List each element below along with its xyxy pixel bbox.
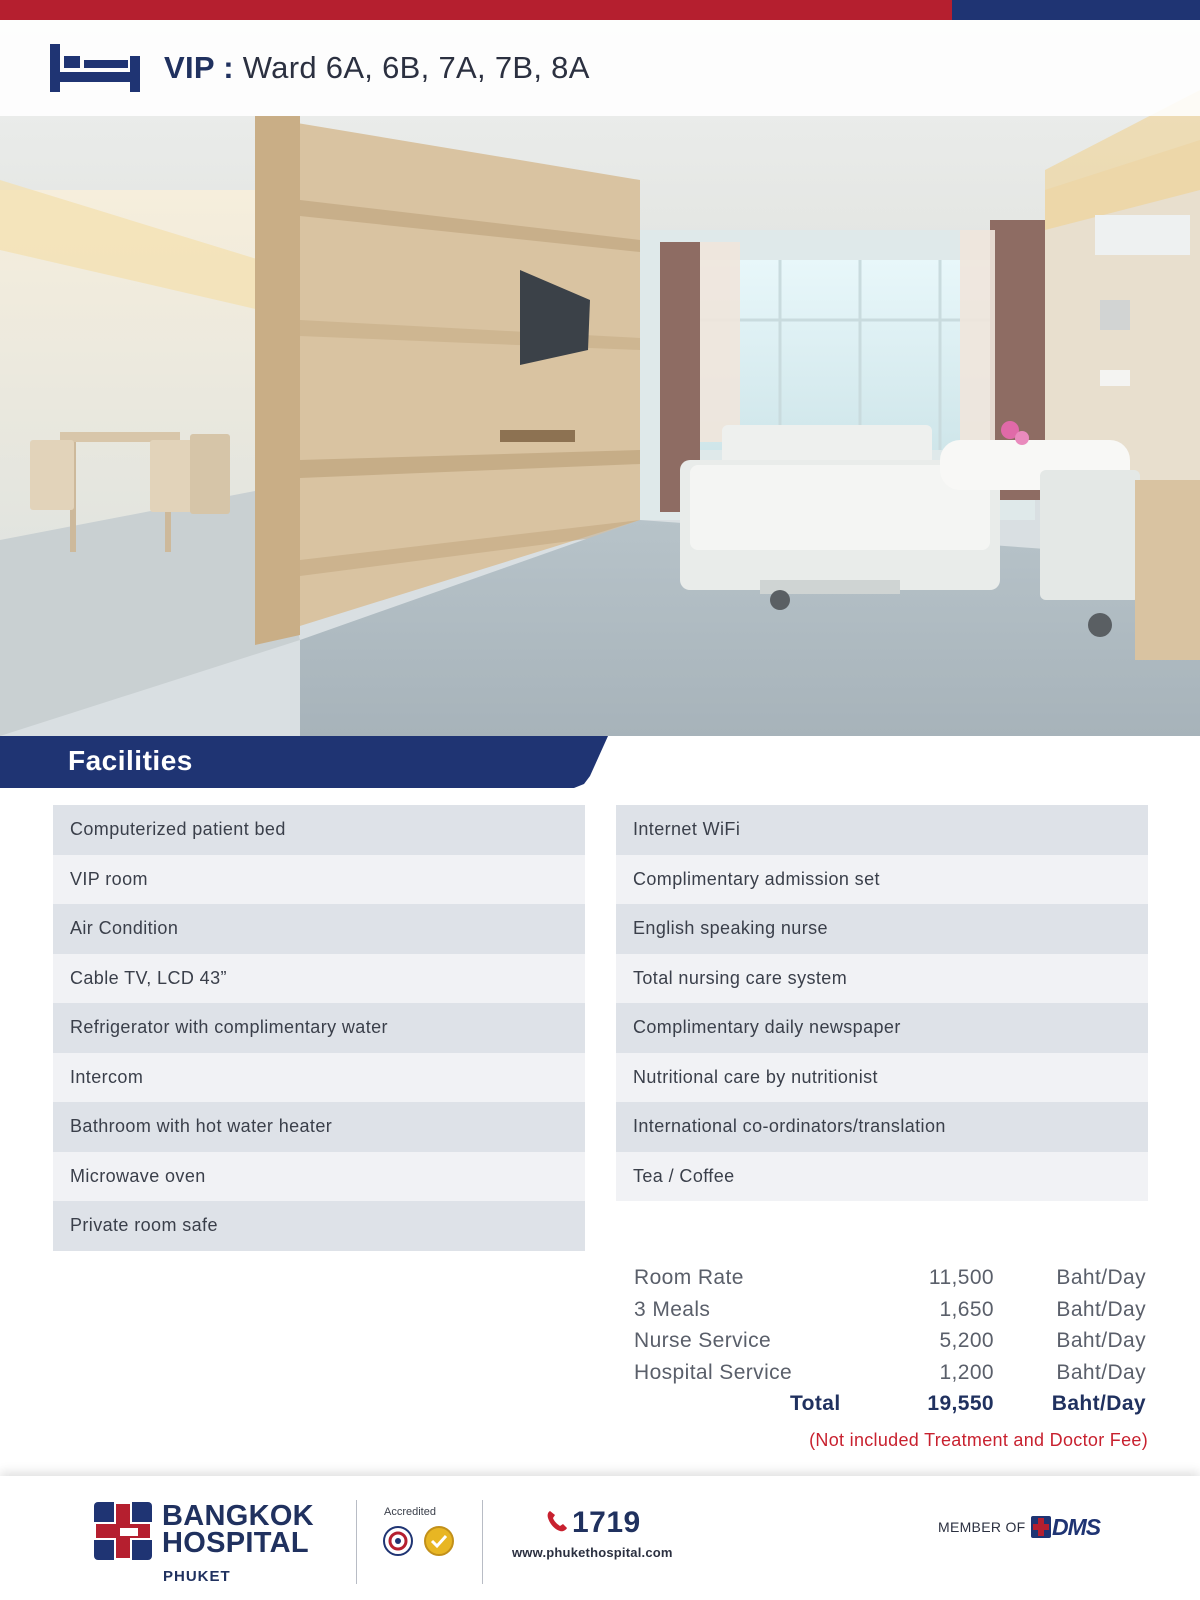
top-stripe-red (0, 0, 952, 20)
facilities-list-right (616, 805, 1148, 1201)
page-title (164, 50, 590, 86)
rate-unit: Baht/Day (1056, 1360, 1146, 1384)
rate-amount: 5,200 (939, 1329, 994, 1352)
rate-label: 3 Meals (634, 1297, 711, 1321)
facility-item: Cable TV, LCD 43” (53, 954, 585, 1004)
website-url: www.phukethospital.com (512, 1545, 673, 1560)
rate-row-total (634, 1392, 1154, 1424)
rate-amount: 1,650 (939, 1297, 994, 1321)
bed-icon (50, 42, 140, 94)
facilities-heading-label: Facilities (68, 745, 193, 776)
rate-unit: Baht/Day (1056, 1297, 1146, 1321)
page-title-bar (0, 20, 1200, 116)
facility-item: Air Condition (53, 904, 585, 954)
rate-label: Room Rate (634, 1266, 744, 1289)
facility-item: Internet WiFi (616, 805, 1148, 855)
rate-row-meals (634, 1298, 1154, 1330)
rate-table (634, 1266, 1154, 1450)
member-of-label: MEMBER OF (938, 1519, 1026, 1535)
facility-item: Complimentary daily newspaper (616, 1003, 1148, 1053)
rate-amount: 1,200 (939, 1360, 994, 1384)
accreditation-seal-icon (424, 1526, 454, 1556)
rate-disclaimer: (Not included Treatment and Doctor Fee) (809, 1430, 1148, 1450)
hospital-brand-name (162, 1500, 314, 1559)
brand-line-2: HOSPITAL (162, 1527, 309, 1559)
top-color-stripe (0, 0, 1200, 20)
total-amount: 19,550 (927, 1392, 994, 1415)
facility-item: VIP room (53, 855, 585, 905)
facility-item: Intercom (53, 1053, 585, 1103)
facility-item: Refrigerator with complimentary water (53, 1003, 585, 1053)
facilities-heading (0, 736, 610, 788)
rate-unit: Baht/Day (1056, 1329, 1146, 1352)
facility-item: Computerized patient bed (53, 805, 585, 855)
footer-divider (356, 1500, 357, 1584)
top-stripe-blue (952, 0, 1200, 20)
hospital-cross-logo-icon (94, 1502, 152, 1560)
footer (0, 1476, 1200, 1600)
rate-row-nurse (634, 1329, 1154, 1361)
title-vip-label: VIP : (164, 50, 234, 85)
phone-icon (546, 1509, 568, 1533)
total-unit: Baht/Day (1051, 1392, 1146, 1415)
brand-line-1: BANGKOK (162, 1500, 314, 1532)
facility-item: Complimentary admission set (616, 855, 1148, 905)
accredited-label: Accredited (384, 1506, 436, 1518)
facility-item: Nutritional care by nutritionist (616, 1053, 1148, 1103)
brand-location: PHUKET (163, 1568, 231, 1585)
total-label: Total (790, 1392, 841, 1415)
rate-row-hospital (634, 1361, 1154, 1393)
rate-row-room (634, 1266, 1154, 1298)
facility-item: Bathroom with hot water heater (53, 1102, 585, 1152)
facility-item: Total nursing care system (616, 954, 1148, 1004)
rate-unit: Baht/Day (1056, 1266, 1146, 1289)
facilities-list-left (53, 805, 585, 1251)
facility-item: Tea / Coffee (616, 1152, 1148, 1202)
facility-item: English speaking nurse (616, 904, 1148, 954)
facility-item: Microwave oven (53, 1152, 585, 1202)
bdms-cross-icon (1031, 1516, 1051, 1538)
rate-label: Hospital Service (634, 1360, 793, 1384)
rate-amount: 11,500 (928, 1266, 994, 1289)
phone-number: 1719 (572, 1506, 641, 1539)
bdms-wordmark: DMS (1052, 1513, 1101, 1540)
accreditation-seal-icon (383, 1526, 413, 1556)
vip-room-photo (0, 20, 1200, 736)
bdms-logo (1031, 1514, 1100, 1540)
facility-item: International co-ordinators/translation (616, 1102, 1148, 1152)
footer-divider (482, 1500, 483, 1584)
title-ward-list: Ward 6A, 6B, 7A, 7B, 8A (242, 50, 590, 85)
facility-item: Private room safe (53, 1201, 585, 1251)
rate-label: Nurse Service (634, 1329, 772, 1352)
